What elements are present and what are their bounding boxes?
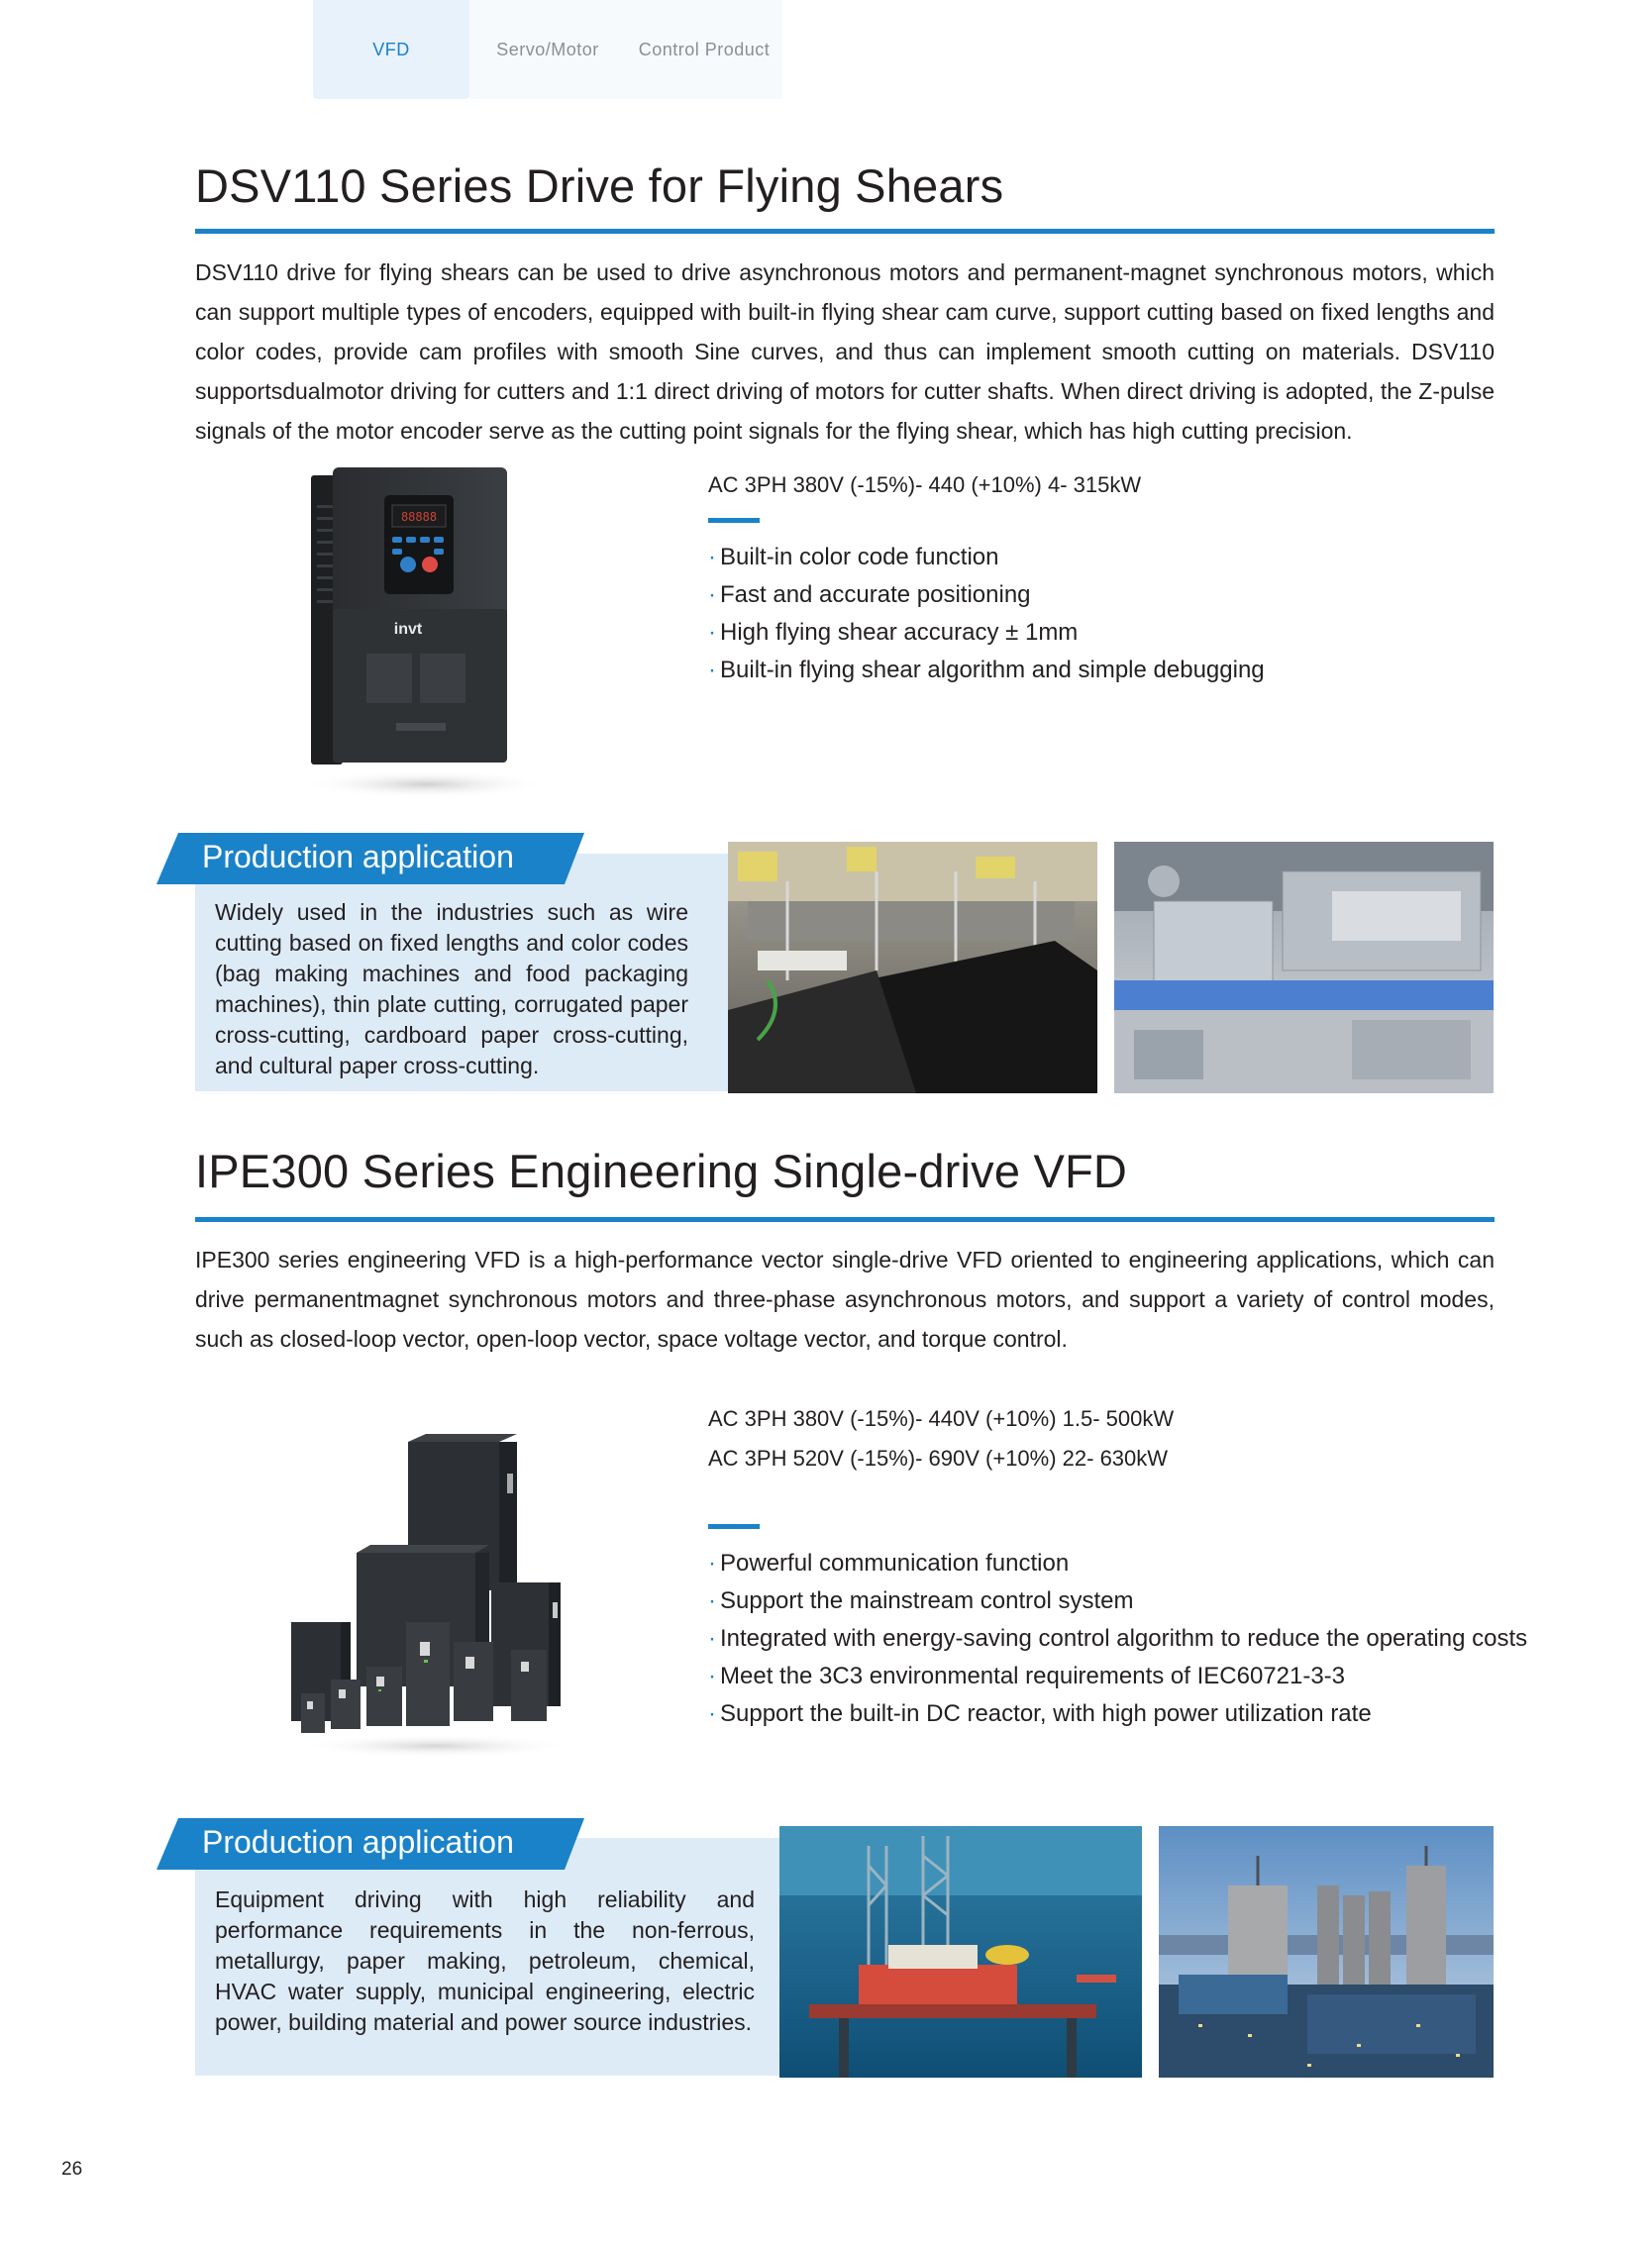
section2-feature-list [708,1545,1545,1733]
section2-application-title: Production application [202,1824,514,1860]
section1-title: DSV110 Series Drive for Flying Shears [195,159,1004,212]
feature-item: · High flying shear accuracy ± 1mm [708,619,1079,646]
section2-application-tag [156,1818,584,1870]
tab-servo-motor[interactable]: Servo/Motor [469,0,626,99]
section1-feature-list [708,539,1401,689]
industrial-plant-photo [1159,1826,1494,2078]
section2-application-text: Equipment driving with high reliability and performance requirements in the non-ferrous, metallurgy, paper making, petroleum, chemical, HVAC water supply, municipal engineering, electric power, building material and power source industries. [215,1886,755,2035]
page-number: 26 [61,2159,83,2180]
product-category-tabs [313,0,782,99]
feature-item: · Powerful communication function [708,1550,1070,1577]
tab-vfd[interactable]: VFD [313,0,469,99]
section1-application-title: Production application [202,839,514,874]
feature-item: · Built-in color code function [708,544,999,570]
dsv110-drive-image [297,465,555,802]
section2-description: IPE300 series engineering VFD is a high-performance vector single-drive VFD oriented to engineering applications, which can drive permanentmagnet synchronous motors and three-phase asynchronous motors, and support a variety of control modes, such as closed-loop vector, open-loop vector, space voltage vector, and torque control. [195,1247,1495,1352]
section2-title: IPE300 Series Engineering Single-drive VFD [195,1145,1128,1197]
feature-item: · Support the built-in DC reactor, with high power utilization rate [708,1700,1372,1727]
feature-item: · Built-in flying shear algorithm and simple debugging [708,657,1265,683]
section1-title-rule [195,229,1495,234]
svg-text:invt: invt [393,621,423,638]
feature-item: · Support the mainstream control system [708,1587,1134,1614]
section1-spec-bar [708,518,760,523]
svg-text:88888: 88888 [400,510,438,524]
section1-description: DSV110 drive for flying shears can be used to drive asynchronous motors and permanent-magnet synchronous motors, which can support multiple types of encoders, equipped with built-in flying shear cam curve, support cutting based on fixed lengths and color codes, provide cam profiles with smooth Sine curves, and thus can implement smooth cutting on materials. DSV110 supportsdualmotor driving for cutters and 1:1 direct driving of motors for cutter shafts. When direct driving is adopted, the Z-pulse signals of the motor encoder serve as the cutting point signals for the flying shear, which has high cutting precision. [195,259,1495,444]
section2-spec-1: AC 3PH 380V (-15%)- 440V (+10%) 1.5- 500kW [708,1406,1175,1431]
tab-control-product[interactable]: Control Product [626,0,782,99]
section2-spec-2: AC 3PH 520V (-15%)- 690V (+10%) 22- 630kW [708,1446,1169,1471]
packaging-machine-photo [728,842,1097,1093]
ipe300-drive-family-image [287,1434,584,1761]
food-packaging-machine-photo [1114,842,1494,1093]
feature-item: · Meet the 3C3 environmental requirements of IEC60721-3-3 [708,1663,1346,1689]
section2-title-rule [195,1217,1495,1222]
section1-spec: AC 3PH 380V (-15%)- 440 (+10%) 4- 315kW [708,472,1142,497]
section1-application-tag [156,833,584,884]
feature-item: · Integrated with energy-saving control algorithm to reduce the operating costs [708,1625,1528,1652]
section1-application-text: Widely used in the industries such as wire cutting based on fixed lengths and color codes (bag making machines and food packaging machines), thin plate cutting, corrugated paper cross-cutting, cardboard paper cross-cutting, and cultural paper cross-cutting. [215,899,688,1078]
feature-item: · Fast and accurate positioning [708,581,1031,608]
section2-spec-bar [708,1524,760,1529]
offshore-oil-rig-photo [779,1826,1142,2078]
